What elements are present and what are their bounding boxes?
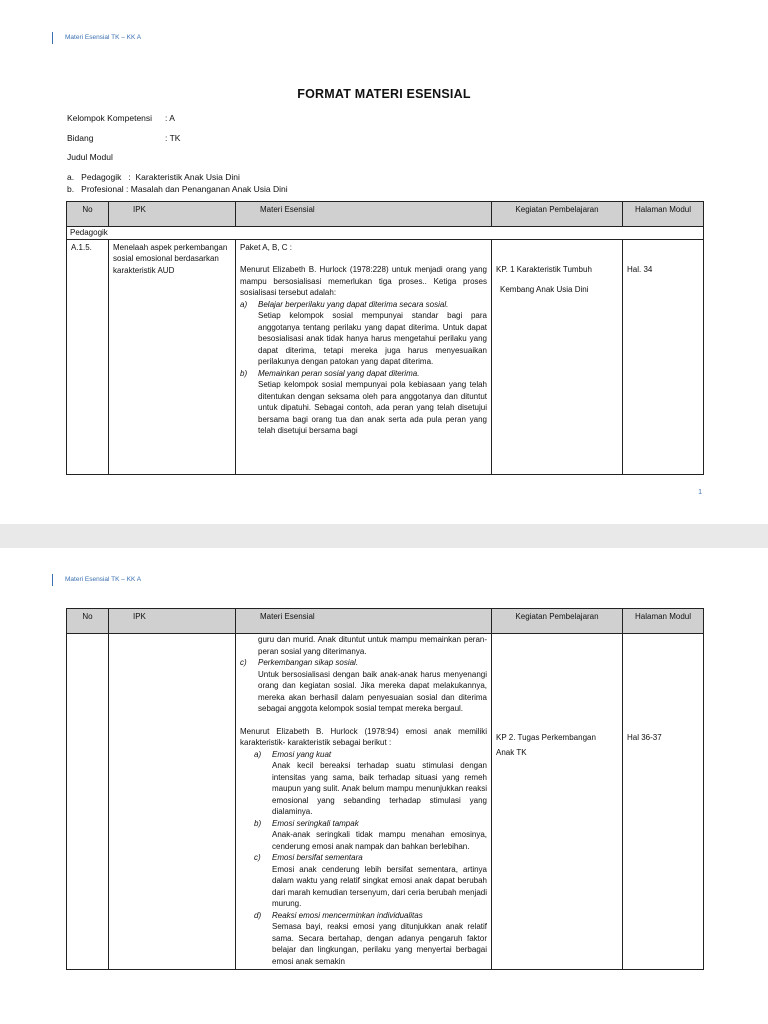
table-row: [67, 239, 704, 474]
running-header: Materi Esensial TK – KK A: [52, 574, 141, 586]
paket-label: Paket A, B, C :: [240, 242, 293, 252]
cell-materi: [236, 634, 492, 970]
cell-kegiatan: [492, 239, 623, 474]
list-item-title: c) Emosi bersifat sementara: [254, 853, 363, 862]
cell-halaman: [623, 634, 704, 970]
kegiatan-line: KP 2. Tugas Perkembangan: [496, 733, 596, 742]
list-item-title: a) Emosi yang kuat: [254, 749, 332, 759]
list-marker: d): [254, 910, 262, 920]
group-label: Pedagogik: [67, 227, 704, 240]
cell-kegiatan: [492, 634, 623, 970]
cell-no: [67, 634, 109, 970]
meta-item-a: a. Pedagogik : Karakteristik Anak Usia Dini: [67, 172, 240, 182]
cell-ipk: [109, 634, 236, 970]
paragraph: Menurut Elizabeth B. Hurlock (1978:94) emosi anak memiliki karakteristik- karakteristik sebagai berikut :: [240, 726, 487, 747]
col-header-kegiatan: Kegiatan Pembelajaran: [492, 609, 623, 634]
list-item-title: b) Memainkan peran sosial yang dapat diterima.: [240, 368, 420, 378]
col-header-halaman: Halaman Modul: [623, 609, 704, 634]
list-item-title: b) Emosi seringkali tampak: [254, 818, 359, 828]
paragraph: guru dan murid. Anak dituntut untuk mampu memainkan peran-peran sosial yang diterimanya.: [258, 635, 487, 656]
meta-label: Kelompok Kompetensi: [67, 113, 153, 123]
page-number: 1: [698, 489, 702, 496]
col-header-ipk: IPK: [109, 609, 236, 634]
list-item-body: Setiap kelompok sosial mempunyai standar bagi para anggotanya tentang perilaku yang dapat diterima. Untuk dapat besosialisasi anak tidak hanya harus mengetahui perilaku yang dapat diterima, tetapi mereka juga harus menyesuaikan perilakunya dengan patokan yang dapat diterima.: [258, 311, 487, 366]
meta-item-b: b. Profesional : Masalah dan Penanganan Anak Usia Dini: [67, 184, 288, 194]
meta-bidang: [67, 133, 181, 144]
meta-kelompok-kompetensi: [67, 113, 175, 124]
list-item-title: c) Perkembangan sikap sosial.: [240, 658, 359, 667]
cell-materi: [236, 239, 492, 474]
col-header-materi: Materi Esensial: [236, 609, 492, 634]
list-marker: a): [254, 749, 262, 759]
halaman-value: Hal 36-37: [627, 733, 662, 742]
document-page-2: [0, 548, 768, 1024]
page-title: FORMAT MATERI ESENSIAL: [297, 87, 471, 101]
list-marker: c): [254, 853, 261, 862]
list-item-body: Anak-anak seringkali tidak mampu menahan emosinya, cenderung emosi anak nampak dan bahkan berlebihan.: [272, 830, 487, 851]
kegiatan-line: Anak TK: [496, 747, 527, 757]
kegiatan-line: KP. 1 Karakteristik Tumbuh: [496, 264, 592, 274]
list-item-body: Anak kecil bereaksi terhadap suatu stimulasi dengan intensitas yang sama, baik terhadap situasi yang remeh maupun yang sulit. Anak belum mampu menunjukkan reaksi emosional yang sebanding terhadap stimulasi yang dialaminya.: [272, 761, 487, 816]
col-header-no: No: [67, 609, 109, 634]
meta-value: : TK: [165, 133, 181, 143]
col-header-ipk: IPK: [109, 202, 236, 227]
materi-table-page-2: [66, 608, 704, 970]
list-marker: b): [240, 368, 248, 378]
table-row: [67, 634, 704, 970]
list-marker: c): [240, 658, 247, 667]
materi-table-page-1: [66, 201, 704, 475]
list-item-body: Emosi anak cenderung lebih bersifat sementara, artinya dalam waktu yang relatif singkat emosi anak dapat berubah dari marah kemudian tersenyum, dari ceria berubah menjadi murung.: [272, 864, 487, 908]
meta-judul-modul: Judul Modul: [67, 152, 113, 162]
list-item-body: Setiap kelompok sosial mempunyai pola kebiasaan yang telah ditentukan dengan seksama oleh para anggotanya dan dituntut untuk dipatuhi. Sebagai contoh, ada peran yang telah disetujui bersama bagi orang tua dan anak serta ada pula peran yang telah disetujui bersama bagi: [258, 380, 487, 435]
cell-no: A.1.5.: [67, 239, 109, 474]
halaman-value: Hal. 34: [627, 264, 653, 274]
list-marker: a): [240, 299, 248, 309]
col-header-materi: Materi Esensial: [236, 202, 492, 227]
list-item-body: Untuk bersosialisasi dengan baik anak-anak harus menyenangi orang dan kegiatan sosial. Jika mereka dapat melakukannya, mereka akan berhasil dalam penyesuaian sosial dan diterima sebagai anggota kelompok sosial tempat mereka bergaul.: [258, 669, 487, 713]
list-item-title: a) Belajar berperilaku yang dapat diterima secara sosial.: [240, 299, 449, 309]
meta-label: Bidang: [67, 133, 94, 143]
col-header-kegiatan: Kegiatan Pembelajaran: [492, 202, 623, 227]
cell-ipk: Menelaah aspek perkembangan sosial emosional berdasarkan karakteristik AUD: [109, 239, 236, 474]
col-header-halaman: Halaman Modul: [623, 202, 704, 227]
cell-halaman: [623, 239, 704, 474]
col-header-no: No: [67, 202, 109, 227]
kegiatan-line: Kembang Anak Usia Dini: [500, 285, 589, 294]
paragraph: Menurut Elizabeth B. Hurlock (1978:228) untuk menjadi orang yang mampu bersosialisasi memerlukan tiga proses.. Ketiga proses sosialisasi tersebut adalah:: [240, 265, 487, 297]
list-marker: b): [254, 818, 262, 828]
list-item-body: Semasa bayi, reaksi emosi yang ditunjukkan anak relatif sama. Secara bertahap, dengan adanya pengaruh faktor belajar dan lingkungan, perilaku yang menyertai berbagai emosi anak semakin: [272, 922, 487, 966]
list-item-title: d) Reaksi emosi mencerminkan individualitas: [254, 910, 423, 920]
meta-value: : A: [165, 113, 175, 123]
running-header: Materi Esensial TK – KK A: [52, 32, 141, 44]
